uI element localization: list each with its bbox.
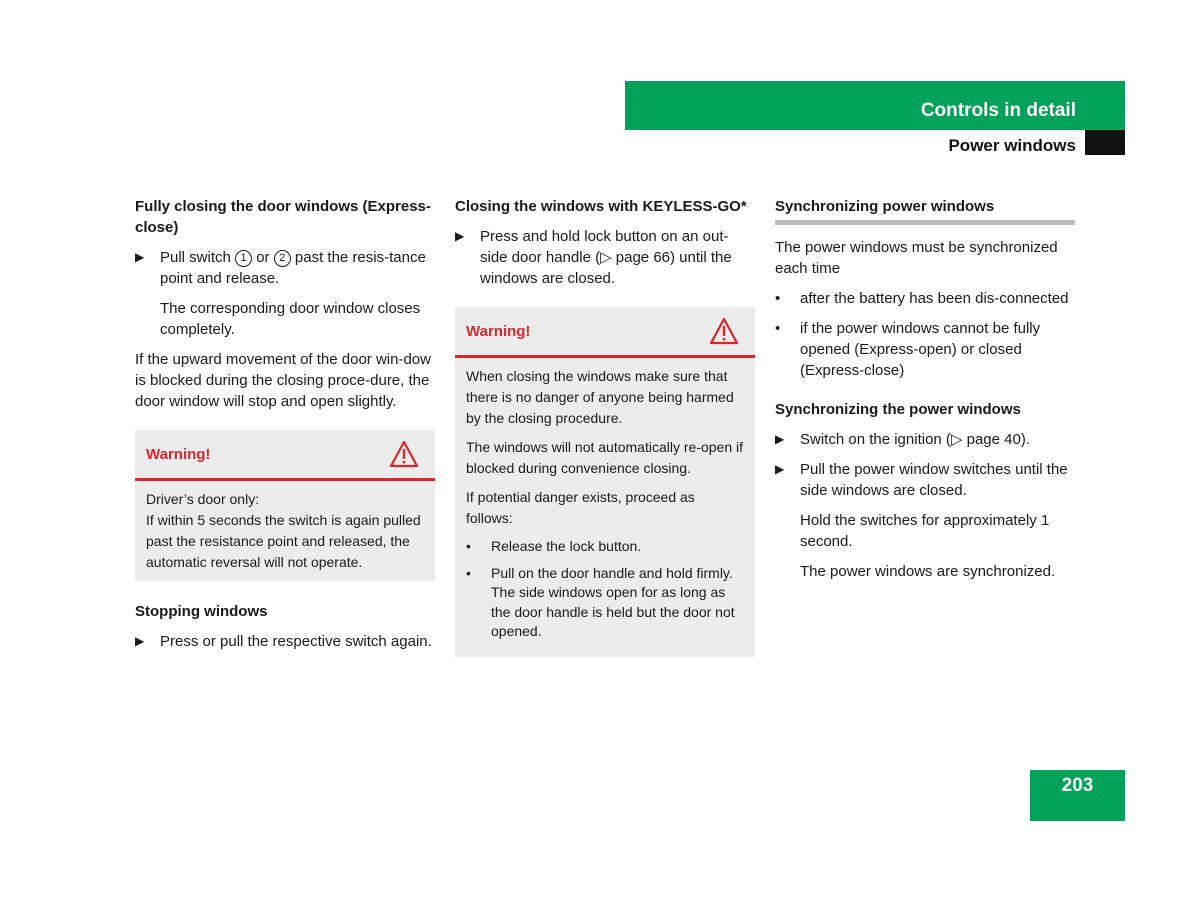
bullet-dot: • xyxy=(775,320,781,337)
heading-sync-procedure: Synchronizing the power windows xyxy=(775,401,1021,418)
paragraph-blocked: If the upward movement of the door win-dow is blocked during the closing proce-dure, the door window will stop and open slightly. xyxy=(135,351,431,410)
paragraph-sync-intro: The power windows must be synchronized each time xyxy=(775,239,1058,277)
column-1 xyxy=(135,196,435,661)
subsection-title: Power windows xyxy=(948,136,1076,155)
warning-triangle-icon xyxy=(389,440,419,468)
warning-bullet: • Pull on the door handle and hold firmly. The side windows open for as long as the door handle is held but the door not opened. xyxy=(466,564,735,639)
step-pull-switches: ▶ Pull the power window switches until the side windows are closed. xyxy=(775,461,1068,499)
heading-keyless-go: Closing the windows with KEYLESS-GO* xyxy=(455,198,747,215)
step-ignition: ▶ Switch on the ignition (▷ page 40). xyxy=(775,431,1031,448)
step-pull-switch: ▶ Pull switch 1 or 2 past the resis-tance point and release. xyxy=(135,249,426,287)
switch-2-icon: 2 xyxy=(274,250,291,267)
arrow-right-icon: ▶ xyxy=(135,634,145,648)
warning-title: Warning! xyxy=(466,323,531,340)
step-stop: ▶ Press or pull the respective switch again. xyxy=(135,633,432,650)
arrow-right-icon: ▶ xyxy=(775,432,785,446)
heading-synchronizing: Synchronizing power windows xyxy=(775,196,1075,225)
arrow-right-icon: ▶ xyxy=(775,462,785,476)
step-result: The power windows are synchronized. xyxy=(800,563,1056,580)
heading-express-close: Fully closing the door windows (Express-close) xyxy=(135,198,431,236)
warning-header xyxy=(455,307,755,358)
arrow-right-icon: ▶ xyxy=(135,250,145,264)
bullet-dot: • xyxy=(775,290,781,307)
subsection-marker xyxy=(1085,130,1125,155)
section-title: Controls in detail xyxy=(920,100,1076,121)
step-lock-button: ▶ Press and hold lock button on an out-side door handle (▷ page 66) until the windows are closed. xyxy=(455,228,732,287)
warning-body: When closing the windows make sure that there is no danger of anyone being harmed by the closing procedure. The windows will not automatically re-open if blocked during convenience closing. If potential danger exists, proceed as follows: • Release the lock button. • Pull on the door handle and hold firmly. The side windows open for as long as the door handle is held but the door not opened. xyxy=(455,358,755,657)
column-2 xyxy=(455,196,755,677)
list-item: • after the battery has been dis-connected xyxy=(775,290,1069,307)
warning-triangle-icon xyxy=(709,317,739,345)
switch-1-icon: 1 xyxy=(235,250,252,267)
warning-box-drivers-door xyxy=(135,430,435,581)
page-number: 203 xyxy=(1030,770,1125,821)
arrow-right-icon: ▶ xyxy=(455,229,465,243)
list-item: • if the power windows cannot be fully opened (Express-open) or closed (Express-close) xyxy=(775,320,1041,379)
warning-title: Warning! xyxy=(146,446,211,463)
warning-box-keyless xyxy=(455,307,755,657)
column-3 xyxy=(775,196,1075,591)
bullet-dot: • xyxy=(466,564,471,581)
heading-stopping-windows: Stopping windows xyxy=(135,603,268,620)
step-result: The corresponding door window closes completely. xyxy=(160,300,421,338)
warning-body: Driver’s door only: If within 5 seconds the switch is again pulled past the resistance point and released, the automatic reversal will not operate. xyxy=(146,491,421,570)
step-result: Hold the switches for approximately 1 second. xyxy=(800,512,1050,550)
warning-header xyxy=(135,430,435,481)
bullet-dot: • xyxy=(466,538,471,554)
warning-bullet: • Release the lock button. xyxy=(466,537,744,557)
